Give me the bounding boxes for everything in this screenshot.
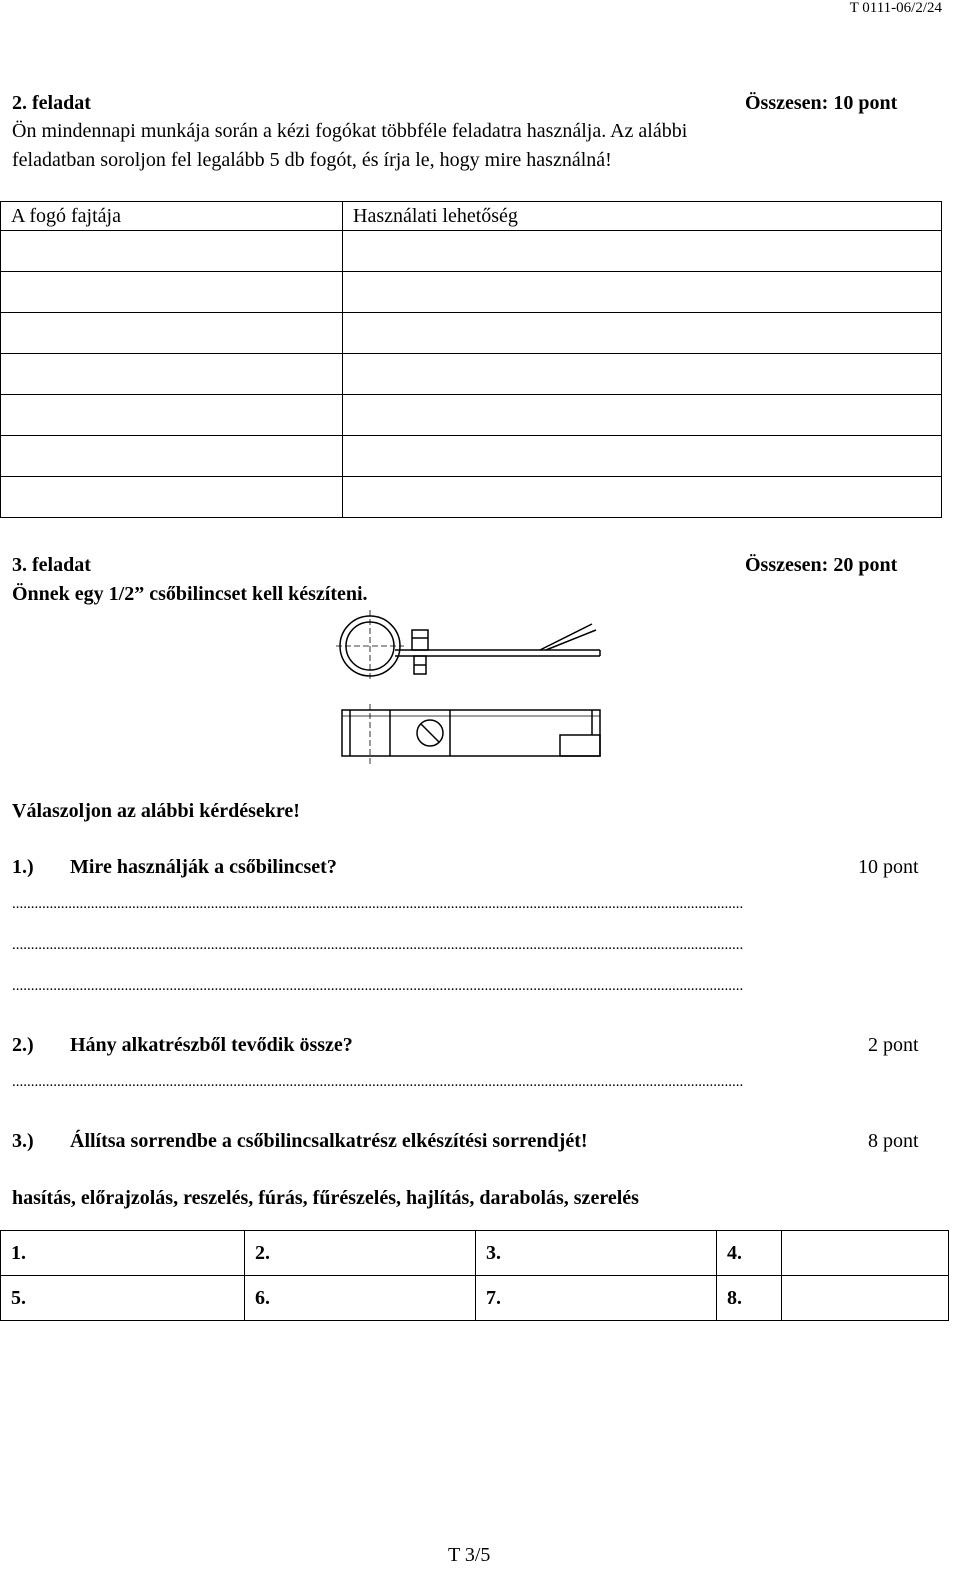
order-cell[interactable]: 1.	[1, 1231, 245, 1276]
pliers-type-cell[interactable]	[1, 477, 343, 518]
task3-total: Összesen: 20 pont	[745, 554, 898, 576]
task2-total: Összesen: 10 pont	[745, 92, 898, 114]
order-table	[0, 1230, 949, 1321]
q2-text: Hány alkatrészből tevődik össze?	[70, 1034, 353, 1056]
order-cell[interactable]: 5.	[1, 1276, 245, 1321]
usage-cell[interactable]	[343, 354, 942, 395]
q1-text: Mire használják a csőbilincset?	[70, 856, 337, 878]
pliers-table	[0, 201, 942, 518]
task3-intro: Önnek egy 1/2” csőbilincset kell készíteni.	[12, 583, 368, 605]
pliers-type-cell[interactable]	[1, 436, 343, 477]
q3-points: 8 pont	[868, 1130, 919, 1152]
task2-text-line1: Ön mindennapi munkája során a kézi fogókat többféle feladatra használja. Az alábbi	[12, 120, 688, 142]
q3-text: Állítsa sorrendbe a csőbilincsalkatrész elkészítési sorrendjét!	[70, 1130, 588, 1152]
questions-prompt: Válaszoljon az alábbi kérdésekre!	[12, 800, 300, 822]
q1-answer-line[interactable]: ...................................................................................................................................................................................................	[12, 937, 744, 953]
q1-answer-line[interactable]: ...................................................................................................................................................................................................	[12, 896, 744, 912]
usage-cell[interactable]	[343, 313, 942, 354]
order-cell[interactable]: 4.	[717, 1231, 782, 1276]
q1-number: 1.)	[12, 856, 34, 878]
pliers-type-cell[interactable]	[1, 313, 343, 354]
usage-cell[interactable]	[343, 272, 942, 313]
page-number: T 3/5	[448, 1544, 491, 1566]
usage-cell[interactable]	[343, 477, 942, 518]
q2-answer-line[interactable]: ...................................................................................................................................................................................................	[12, 1074, 744, 1090]
pliers-type-cell[interactable]	[1, 395, 343, 436]
order-cell[interactable]: 7.	[476, 1276, 717, 1321]
task2-text-line2: feladatban soroljon fel legalább 5 db fogót, és írja le, hogy mire használná!	[12, 149, 612, 171]
usage-cell[interactable]	[343, 231, 942, 272]
order-cell[interactable]: 6.	[245, 1276, 476, 1321]
usage-cell[interactable]	[343, 395, 942, 436]
q1-points: 10 pont	[858, 856, 919, 878]
order-cell[interactable]: 8.	[717, 1276, 782, 1321]
usage-header: Használati lehetőség	[343, 202, 942, 231]
order-cell-extra[interactable]	[782, 1276, 949, 1321]
q3-number: 3.)	[12, 1130, 34, 1152]
task2-title: 2. feladat	[12, 92, 91, 114]
pliers-type-header: A fogó fajtája	[1, 202, 343, 231]
order-cell[interactable]: 3.	[476, 1231, 717, 1276]
order-cell-extra[interactable]	[782, 1231, 949, 1276]
steps-list: hasítás, előrajzolás, reszelés, fúrás, fűrészelés, hajlítás, darabolás, szerelés	[12, 1187, 639, 1209]
q1-answer-line[interactable]: ...................................................................................................................................................................................................	[12, 978, 744, 994]
pliers-type-cell[interactable]	[1, 272, 343, 313]
pliers-type-cell[interactable]	[1, 231, 343, 272]
q2-number: 2.)	[12, 1034, 34, 1056]
usage-cell[interactable]	[343, 436, 942, 477]
q2-points: 2 pont	[868, 1034, 919, 1056]
task3-title: 3. feladat	[12, 554, 91, 576]
pipe-clamp-drawing	[330, 610, 610, 770]
document-code: T 0111-06/2/24	[849, 0, 942, 16]
order-cell[interactable]: 2.	[245, 1231, 476, 1276]
pliers-type-cell[interactable]	[1, 354, 343, 395]
